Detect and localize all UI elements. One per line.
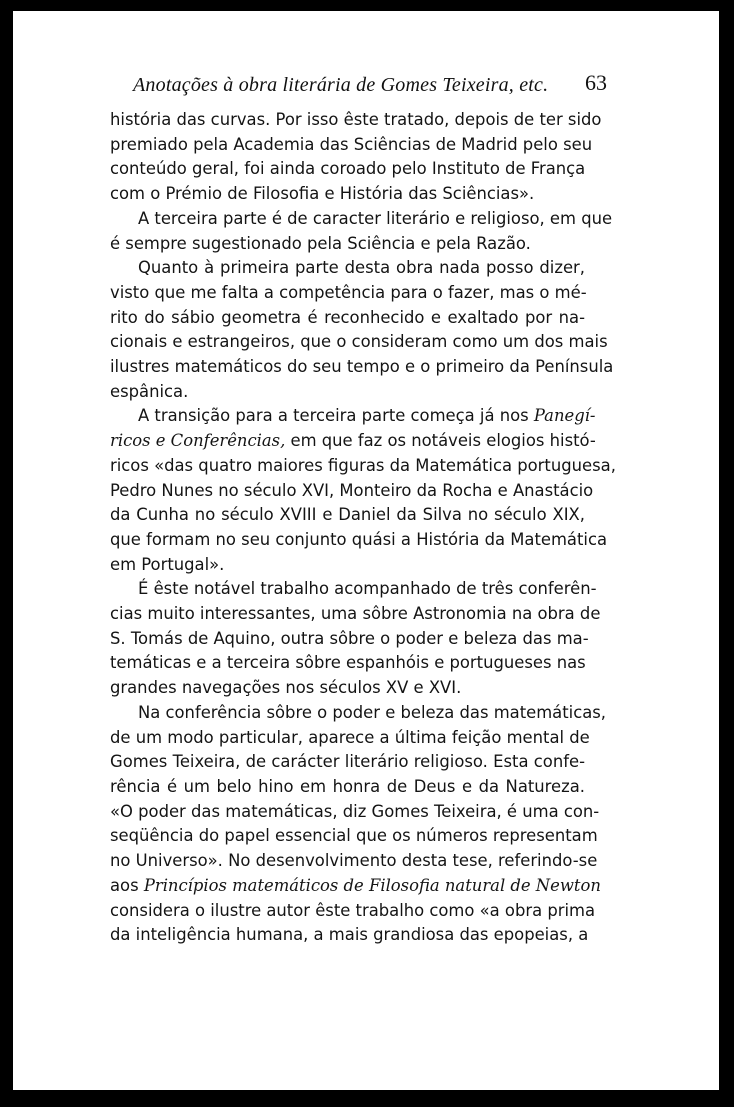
- line-text: ilustres matemáticos do seu tempo e o primeiro da Península: [110, 357, 614, 377]
- line-text: Gomes Teixeira, de carácter literário religioso. Esta confe-: [110, 752, 585, 772]
- line-text: rito do sábio geometra é reconhecido e exaltado por na-: [110, 307, 585, 327]
- line-text: que formam no seu conjunto quási a História da Matemática: [110, 529, 608, 549]
- page-number: 63: [585, 70, 607, 95]
- italic-title: Panegí-: [533, 406, 596, 426]
- book-page: [13, 11, 719, 1090]
- text-line: [110, 281, 585, 306]
- line-text: considera o ilustre autor êste trabalho como «a obra prima: [110, 900, 596, 920]
- line-text: temáticas e a terceira sôbre espanhóis e portugueses nas: [110, 653, 586, 673]
- text-line: [110, 577, 597, 602]
- text-line: [110, 824, 598, 849]
- text-line: [110, 553, 585, 578]
- line-text: É êste notável trabalho acompanhado de três conferên-: [138, 579, 597, 599]
- text-line: [110, 256, 585, 281]
- text-line: [110, 355, 614, 380]
- text-line: [110, 800, 600, 825]
- line-text: em Portugal».: [110, 554, 225, 574]
- text-line: [110, 207, 613, 232]
- line-text: A terceira parte é de caracter literário e religioso, em que: [138, 208, 613, 228]
- line-text: espânica.: [110, 381, 189, 401]
- text-line: [110, 429, 596, 454]
- text-line: [110, 380, 585, 405]
- text-line: [110, 602, 601, 627]
- line-text: aos: [110, 875, 144, 895]
- text-line: [110, 775, 585, 800]
- line-text: premiado pela Academia das Sciências de Madrid pelo seu: [110, 134, 593, 154]
- line-text: história das curvas. Por isso êste tratado, depois de ter sido: [110, 110, 602, 129]
- text-line: [110, 701, 607, 726]
- page-header: [133, 68, 607, 104]
- line-text: de um modo particular, aparece a última feição mental de: [110, 727, 590, 747]
- text-line: [110, 874, 601, 899]
- line-text: Na conferência sôbre o poder e beleza das matemáticas,: [138, 702, 607, 722]
- line-text: «O poder das matemáticas, diz Gomes Teixeira, é uma con-: [110, 801, 600, 821]
- line-text: rência é um belo hino em honra de Deus e da Natureza.: [110, 776, 585, 796]
- line-text: grandes navegações nos séculos XV e XVI.: [110, 678, 462, 698]
- text-line: [110, 108, 602, 133]
- line-text: ricos «das quatro maiores figuras da Matemática portuguesa,: [110, 455, 616, 475]
- text-line: [110, 503, 585, 528]
- text-line: [110, 454, 616, 479]
- italic-title: Princípios matemáticos de Filosofia natural de Newton: [143, 875, 601, 895]
- text-line: [110, 528, 608, 553]
- line-text: S. Tomás de Aquino, outra sôbre o poder e beleza das ma-: [110, 628, 589, 648]
- text-line: [110, 157, 585, 182]
- line-text: Pedro Nunes no século XVI, Monteiro da Rocha e Anastácio: [110, 480, 594, 500]
- text-line: [110, 182, 585, 207]
- line-text: conteúdo geral, foi ainda coroado pelo Instituto de França: [110, 159, 586, 179]
- line-text: em que faz os notáveis elogios histó-: [285, 431, 596, 451]
- line-text: com o Prémio de Filosofia e História das Sciências».: [110, 184, 535, 204]
- text-line: [110, 479, 594, 504]
- italic-title: ricos e Conferências,: [110, 431, 286, 451]
- text-line: [110, 849, 598, 874]
- text-line: [110, 923, 589, 948]
- line-text: cias muito interessantes, uma sôbre Astronomia na obra de: [110, 604, 601, 624]
- line-text: cionais e estrangeiros, que o consideram como um dos mais: [110, 332, 608, 352]
- text-line: [110, 651, 585, 676]
- body-text: [110, 108, 616, 948]
- text-line: [110, 627, 589, 652]
- text-line: [110, 750, 585, 775]
- line-text: seqüência do papel essencial que os números representam: [110, 826, 598, 846]
- line-text: no Universo». No desenvolvimento desta tese, referindo-se: [110, 851, 598, 871]
- line-text: A transição para a terceira parte começa já nos: [138, 406, 534, 426]
- text-line: [110, 330, 608, 355]
- text-line: [110, 232, 585, 257]
- line-text: Quanto à primeira parte desta obra nada posso dizer,: [138, 258, 585, 278]
- running-head: Anotações à obra literária de Gomes Teixeira, etc.: [133, 74, 549, 96]
- line-text: da Cunha no século XVIII e Daniel da Silva no século XIX,: [110, 505, 585, 525]
- line-text: da inteligência humana, a mais grandiosa das epopeias, a: [110, 925, 589, 945]
- text-line: [110, 133, 593, 158]
- text-line: [110, 899, 596, 924]
- text-line: [110, 404, 596, 429]
- text-line: [110, 306, 585, 331]
- line-text: visto que me falta a competência para o fazer, mas o mé-: [110, 282, 587, 302]
- line-text: é sempre sugestionado pela Sciência e pela Razão.: [110, 233, 531, 253]
- text-line: [110, 676, 585, 701]
- text-line: [110, 726, 590, 751]
